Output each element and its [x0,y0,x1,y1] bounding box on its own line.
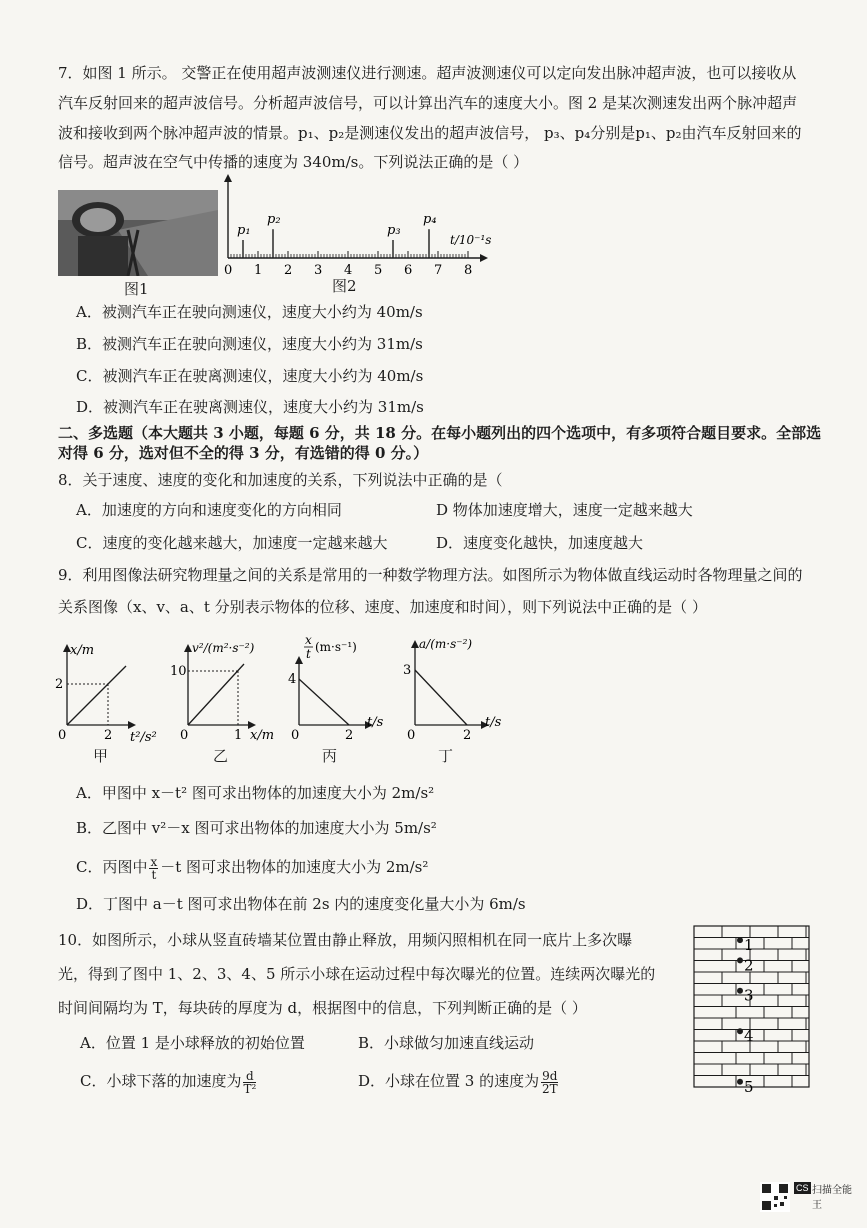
tick-label: 8 [464,263,473,276]
q8-option-a[interactable]: A．加速度的方向和速度变化的方向相同 [76,501,342,519]
q7-line-2: 汽车反射回来的超声波信号。分析超声波信号，可以计算出汽车的速度大小。图 2 是某次测速发出两个脉冲超声 [58,94,798,112]
graph-jia-origin: 0 [58,728,67,743]
tick-label: 7 [434,263,443,276]
q7-option-d[interactable]: D．被测汽车正在驶离测速仪，速度大小约为 31m/s [76,398,424,416]
section2-heading-1: 二、多选题（本大题共 3 小题，每题 6 分，共 18 分。在每小题列出的四个选项中，有多项符合题目要求。全部选 [58,424,822,442]
q7-option-a[interactable]: A．被测汽车正在驶向测速仪，速度大小约为 40m/s [76,303,423,321]
graph-yi-origin: 0 [180,728,189,743]
ball-position-dot [737,937,743,943]
graph-bing-caption: 丙 [322,747,338,765]
pulse-label: p₃ [387,223,401,238]
q10-option-b[interactable]: B．小球做匀加速直线运动 [358,1034,535,1052]
q9-line-2: 关系图像（x、v、a、t 分别表示物体的位移、速度、加速度和时间），则下列说法中正确的是（ ） [58,598,707,616]
cs-badge: CS [796,1183,809,1193]
pulse-label: p₄ [423,212,437,228]
police-photo [58,190,218,276]
qr-code-icon [760,1182,790,1212]
graph-yi-ytick: 10 [170,664,187,679]
q9-option-c[interactable] [76,852,428,882]
ball-position-dot [737,957,743,963]
graph-bing-xtick: 2 [345,728,354,743]
q9-option-c-prefix: C．丙图中 [76,858,148,876]
pulse-label: p₂ [267,212,281,228]
ball-position-label: 3 [744,986,754,1005]
q7-line-4: 信号。超声波在空气中传播的速度为 340m/s。下列说法正确的是（ ） [58,153,529,171]
q8-stem: 8．关于速度、速度的变化和加速度的关系，下列说法中正确的是（ [58,471,503,489]
graph-bing-ylabel-num: x [305,633,312,647]
scanner-app-name: 扫描全能王 [812,1185,852,1211]
q10-option-c[interactable] [80,1066,258,1096]
q9-option-d[interactable]: D．丁图中 a－t 图可求出物体在前 2s 内的速度变化量大小为 6m/s [76,895,526,913]
q10-line-3: 时间间隔均为 T，每块砖的厚度为 d，根据图中的信息，下列判断正确的是（ ） [58,999,587,1017]
graph-jia-xtick: 2 [104,728,113,743]
q9-option-a[interactable]: A．甲图中 x－t² 图可求出物体的加速度大小为 2m/s² [76,784,435,802]
graph-jia-ytick: 2 [55,677,64,692]
q10-line-1: 10．如图所示，小球从竖直砖墙某位置由静止释放，用频闪照相机在同一底片上多次曝 [58,931,633,949]
tick-label: 0 [224,263,233,276]
fig2-caption: 图2 [332,277,357,295]
graph-yi [170,636,290,745]
ball-position-label: 5 [744,1077,754,1095]
graph-ding-ylabel: a/(m·s⁻²) [419,637,473,651]
graph-jia-xlabel: t²/s² [130,730,157,745]
graph-bing-xlabel: t/s [367,715,384,730]
graph-bing-ytick: 4 [288,672,297,687]
graph-jia-ylabel: x/m [70,643,95,658]
graph-ding-origin: 0 [407,728,416,743]
fig1-caption: 图1 [124,280,149,298]
graph-ding-caption: 丁 [438,747,454,765]
graph-ding [395,632,510,745]
tick-label: 2 [284,263,293,276]
q10-option-d-fraction [541,1070,558,1095]
graph-jia-caption: 甲 [93,747,109,765]
graph-bing-origin: 0 [291,728,300,743]
tick-label: 1 [254,263,263,276]
q8-option-c[interactable]: C．速度的变化越来越大，加速度一定越来越大 [76,534,388,552]
time-axis-label: t/10⁻¹s [450,233,492,247]
q8-option-b[interactable]: D 物体加速度增大，速度一定越来越大 [436,501,693,519]
q7-line-1: 7．如图 1 所示。 交警正在使用超声波测速仪进行测速。超声波测速仪可以定向发出脉冲超声波，也可以接收从 [58,64,797,82]
q10-option-d[interactable] [358,1066,560,1096]
ball-position-dot [737,1028,743,1034]
q10-option-c-fraction [243,1070,256,1095]
ball-position-dot [737,1079,743,1085]
q9-option-c-num: x [150,854,158,869]
scanner-watermark [760,1180,855,1216]
q10-option-d-den: 2T [541,1081,558,1096]
ball-position-label: 2 [744,956,754,975]
q10-option-c-den: T² [243,1081,257,1096]
graph-bing [285,632,395,745]
q10-option-c-prefix: C．小球下落的加速度为 [80,1072,242,1090]
q7-option-c[interactable]: C．被测汽车正在驶离测速仪，速度大小约为 40m/s [76,367,424,385]
q9-option-c-suffix: －t 图可求出物体的加速度大小为 2m/s² [160,858,429,876]
brick-wall-diagram [690,920,815,1095]
tick-label: 4 [344,263,353,276]
tick-label: 5 [374,263,383,276]
graph-bing-ylabel-unit: (m·s⁻¹) [315,640,357,654]
q10-option-d-num: 9d [542,1068,558,1083]
q8-option-d[interactable]: D．速度变化越快，加速度越大 [436,534,644,552]
q9-option-c-fraction [149,856,158,881]
tick-label: 6 [404,263,413,276]
graph-yi-ylabel: v²/(m²·s⁻²) [192,641,255,655]
ball-position-label: 1 [744,936,754,955]
section2-heading-2: 对得 6 分，选对但不全的得 3 分，有选错的得 0 分。） [58,444,429,462]
q9-line-1: 9．利用图像法研究物理量之间的关系是常用的一种数学物理方法。如图所示为物体做直线运动时各物理量之间的 [58,566,803,584]
q10-option-d-prefix: D．小球在位置 3 的速度为 [358,1072,540,1090]
graph-ding-xlabel: t/s [485,715,502,730]
graph-yi-caption: 乙 [213,747,229,765]
pulse-timeline-chart [218,172,496,276]
graph-ding-ytick: 3 [403,663,412,678]
q10-option-c-num: d [243,1070,256,1083]
q10-line-2: 光，得到了图中 1、2、3、4、5 所示小球在运动过程中每次曝光的位置。连续两次曝光的 [58,965,656,983]
graph-jia [50,640,170,745]
q9-option-c-den: t [151,867,157,882]
q9-option-b[interactable]: B．乙图中 v²－x 图可求出物体的加速度大小为 5m/s² [76,819,437,837]
graph-yi-xlabel: x/m [250,728,275,743]
q7-option-b[interactable]: B．被测汽车正在驶向测速仪，速度大小约为 31m/s [76,335,423,353]
ball-position-label: 4 [744,1027,754,1046]
q7-line-3: 波和接收到两个脉冲超声波的情景。p₁、p₂是测速仪发出的超声波信号， p₃、p₄分别是p₁、p₂由汽车反射回来的 [58,124,802,142]
ball-position-dot [737,988,743,994]
graph-ding-xtick: 2 [463,728,472,743]
tick-label: 3 [314,263,323,276]
graph-bing-ylabel-den: t [306,647,311,661]
q10-option-a[interactable]: A．位置 1 是小球释放的初始位置 [80,1034,305,1052]
pulse-label: p₁ [237,223,251,238]
graph-yi-xtick: 1 [234,728,243,743]
